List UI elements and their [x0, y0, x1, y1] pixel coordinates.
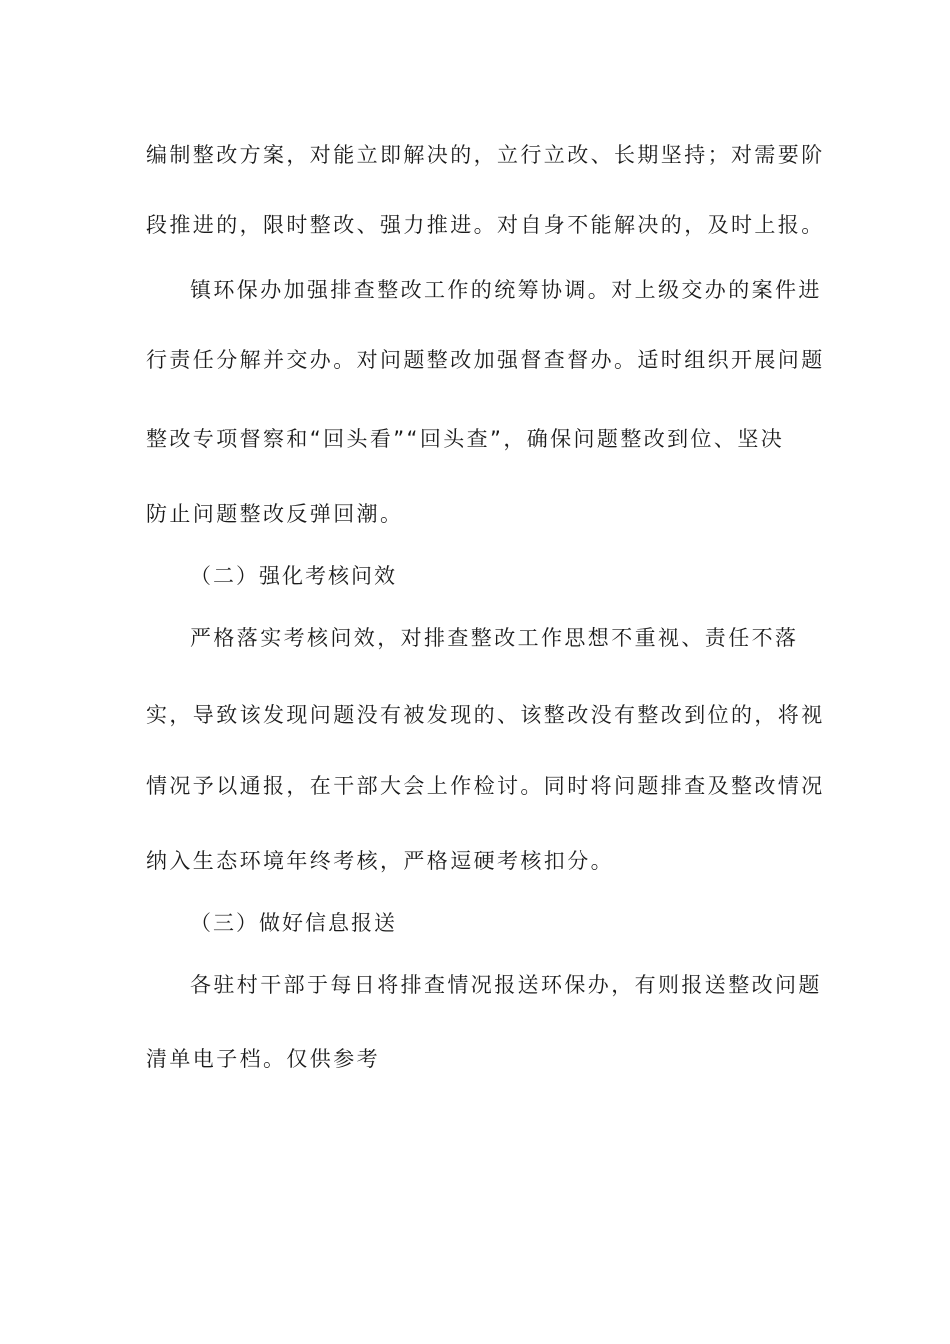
- paragraph-line-8: 实，导致该发现问题没有被发现的、该整改没有整改到位的，将视: [146, 703, 825, 727]
- section-heading-3: （三）做好信息报送: [190, 911, 397, 935]
- paragraph-line-4: 行责任分解并交办。对问题整改加强督查督办。适时组织开展问题: [146, 348, 825, 372]
- paragraph-line-12: 清单电子档。仅供参考: [146, 1047, 380, 1071]
- paragraph-line-7: 严格落实考核问效，对排查整改工作思想不重视、责任不落: [190, 626, 799, 650]
- paragraph-line-3: 镇环保办加强排查整改工作的统筹协调。对上级交办的案件进: [190, 278, 822, 302]
- paragraph-line-5: 整改专项督察和“回头看”“回头查”，确保问题整改到位、坚决: [146, 427, 785, 451]
- section-heading-2: （二）强化考核问效: [190, 564, 397, 588]
- paragraph-line-10: 纳入生态环境年终考核，严格逗硬考核扣分。: [146, 849, 614, 873]
- paragraph-line-2: 段推进的，限时整改、强力推进。对自身不能解决的，及时上报。: [146, 213, 825, 237]
- paragraph-line-11: 各驻村干部于每日将排查情况报送环保办，有则报送整改问题: [190, 973, 822, 997]
- paragraph-line-1: 编制整改方案，对能立即解决的，立行立改、长期坚持；对需要阶: [146, 143, 825, 167]
- paragraph-line-6: 防止问题整改反弹回潮。: [146, 502, 404, 526]
- paragraph-line-9: 情况予以通报，在干部大会上作检讨。同时将问题排查及整改情况: [146, 774, 825, 798]
